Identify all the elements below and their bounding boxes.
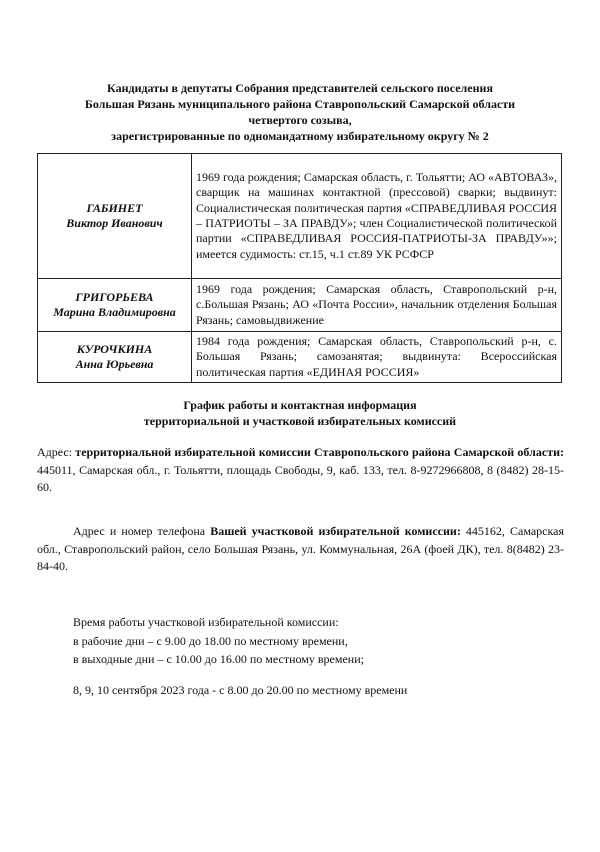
- schedule-heading: [40, 397, 560, 429]
- tik-label: территориальной избирательной комиссии Ставропольского района Самарской области:: [75, 445, 564, 459]
- table-row: [38, 332, 562, 383]
- candidate-surname: КУРОЧКИНА: [76, 341, 153, 356]
- title-line: четвертого созыва,: [248, 113, 352, 127]
- candidate-name-cell: [38, 279, 192, 332]
- schedule-heading-line: График работы и контактная информация: [183, 398, 417, 412]
- hours-weekends: в выходные дни – с 10.00 до 16.00 по местному времени;: [73, 652, 364, 666]
- hours-title: Время работы участковой избирательной комиссии:: [73, 615, 339, 629]
- hours-weekdays: в рабочие дни – с 9.00 до 18.00 по местному времени,: [73, 633, 348, 648]
- candidate-info: 1969 года рождения; Самарская область, г. Тольятти; АО «АВТОВАЗ», сварщик на машинах контактной (прессовой) сварки; выдвинут: Социалистическая политическая партия «СПРАВЕДЛИВАЯ РОССИЯ – ПАТРИОТЫ – ЗА ПРАВДУ»; член Социалистической политической партии «СПРАВЕДЛИВАЯ РОССИЯ-ПАТРИОТЫ-ЗА ПРАВДУ»»; имеется судимость: ст.15, ч.1 ст.89 УК РСФСР: [192, 154, 562, 279]
- table-row: [38, 279, 562, 332]
- document-title: [40, 80, 560, 144]
- candidate-info: 1969 года рождения; Самарская область, Ставропольский р-н, с.Большая Рязань; АО «Почта России», начальник отделения Большая Рязань; самовыдвижение: [192, 279, 562, 332]
- candidates-table: [37, 153, 562, 383]
- tik-text: 445011, Самарская обл., г. Тольятти, площадь Свободы, 9, каб. 133, тел. 8-9272966808, 8 (8482) 28-15-60.: [37, 462, 564, 494]
- tik-address-paragraph: [37, 444, 564, 497]
- candidate-surname: ГРИГОРЬЕВА: [75, 289, 154, 304]
- candidate-given-name: Марина Владимировна: [53, 305, 176, 319]
- title-line: Кандидаты в депутаты Собрания представителей сельского поселения: [107, 81, 493, 95]
- uik-prefix: Адрес и номер телефона: [73, 524, 211, 538]
- election-days: 8, 9, 10 сентября 2023 года - с 8.00 до 20.00 по местному времени: [73, 683, 408, 697]
- tik-prefix: Адрес:: [37, 445, 76, 459]
- working-hours: [73, 613, 553, 669]
- candidate-given-name: Анна Юрьевна: [75, 357, 154, 371]
- candidate-given-name: Виктор Иванович: [66, 216, 163, 230]
- candidate-name-cell: [38, 332, 192, 383]
- schedule-heading-line: территориальной и участковой избирательных комиссий: [143, 414, 457, 428]
- uik-label: Вашей участковой избирательной комиссии:: [210, 524, 461, 538]
- table-row: [38, 154, 562, 279]
- candidate-surname: ГАБИНЕТ: [86, 200, 143, 215]
- title-line: Большая Рязань муниципального района Ставропольский Самарской области: [84, 97, 516, 111]
- uik-address-paragraph: [37, 523, 564, 576]
- candidate-name-cell: [38, 154, 192, 279]
- title-line: зарегистрированные по одномандатному избирательному округу № 2: [111, 129, 489, 143]
- candidate-info: 1984 года рождения; Самарская область, Ставропольский р-н, с. Большая Рязань; самозанятая; выдвинута: Всероссийская политическая партия «ЕДИНАЯ РОССИЯ»: [192, 332, 562, 383]
- uik-text: 445162, Самарская обл., Ставропольский район, село Большая Рязань, ул. Коммунальная, 26А (фоей ДК), тел. 8(8482) 23-84-40.: [37, 524, 564, 573]
